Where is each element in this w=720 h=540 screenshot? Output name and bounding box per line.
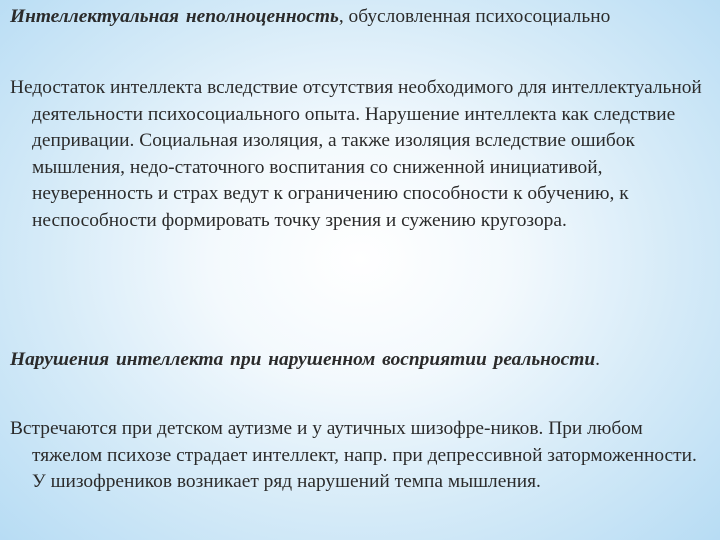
section-heading-emphasis: Нарушения интеллекта при нарушенном восприятии реальности (10, 349, 596, 370)
body-paragraph-deprivation: Недостаток интеллекта вследствие отсутствия необходимого для интеллектуальной деятельности психосоциального опыта. Нарушение интеллекта как следствие депривации. Социальная изоляция, а также изоляция вследствие ошибок мышления, недо-статочного воспитания со сниженной инициативой, неуверенность и страх ведут к ограничению способности к обучению, к неспособности формировать точку зрения и сужению кругозора. (10, 77, 702, 231)
body-paragraph-autism: Встречаются при детском аутизме и у аутичных шизофре-ников. При любом тяжелом психозе страдает интеллект, напр. при депрессивной заторможенности. У шизофреников возникает ряд нарушений темпа мышления. (10, 418, 697, 492)
section-heading-remainder: . (595, 349, 600, 370)
section-heading-mental-deficiency (10, 4, 710, 31)
section-heading-emphasis: Интеллектуальная неполноценность (10, 6, 339, 27)
section-heading-remainder: , обусловленная психосоциально (338, 6, 611, 27)
section-heading-reality-perception (10, 347, 710, 374)
